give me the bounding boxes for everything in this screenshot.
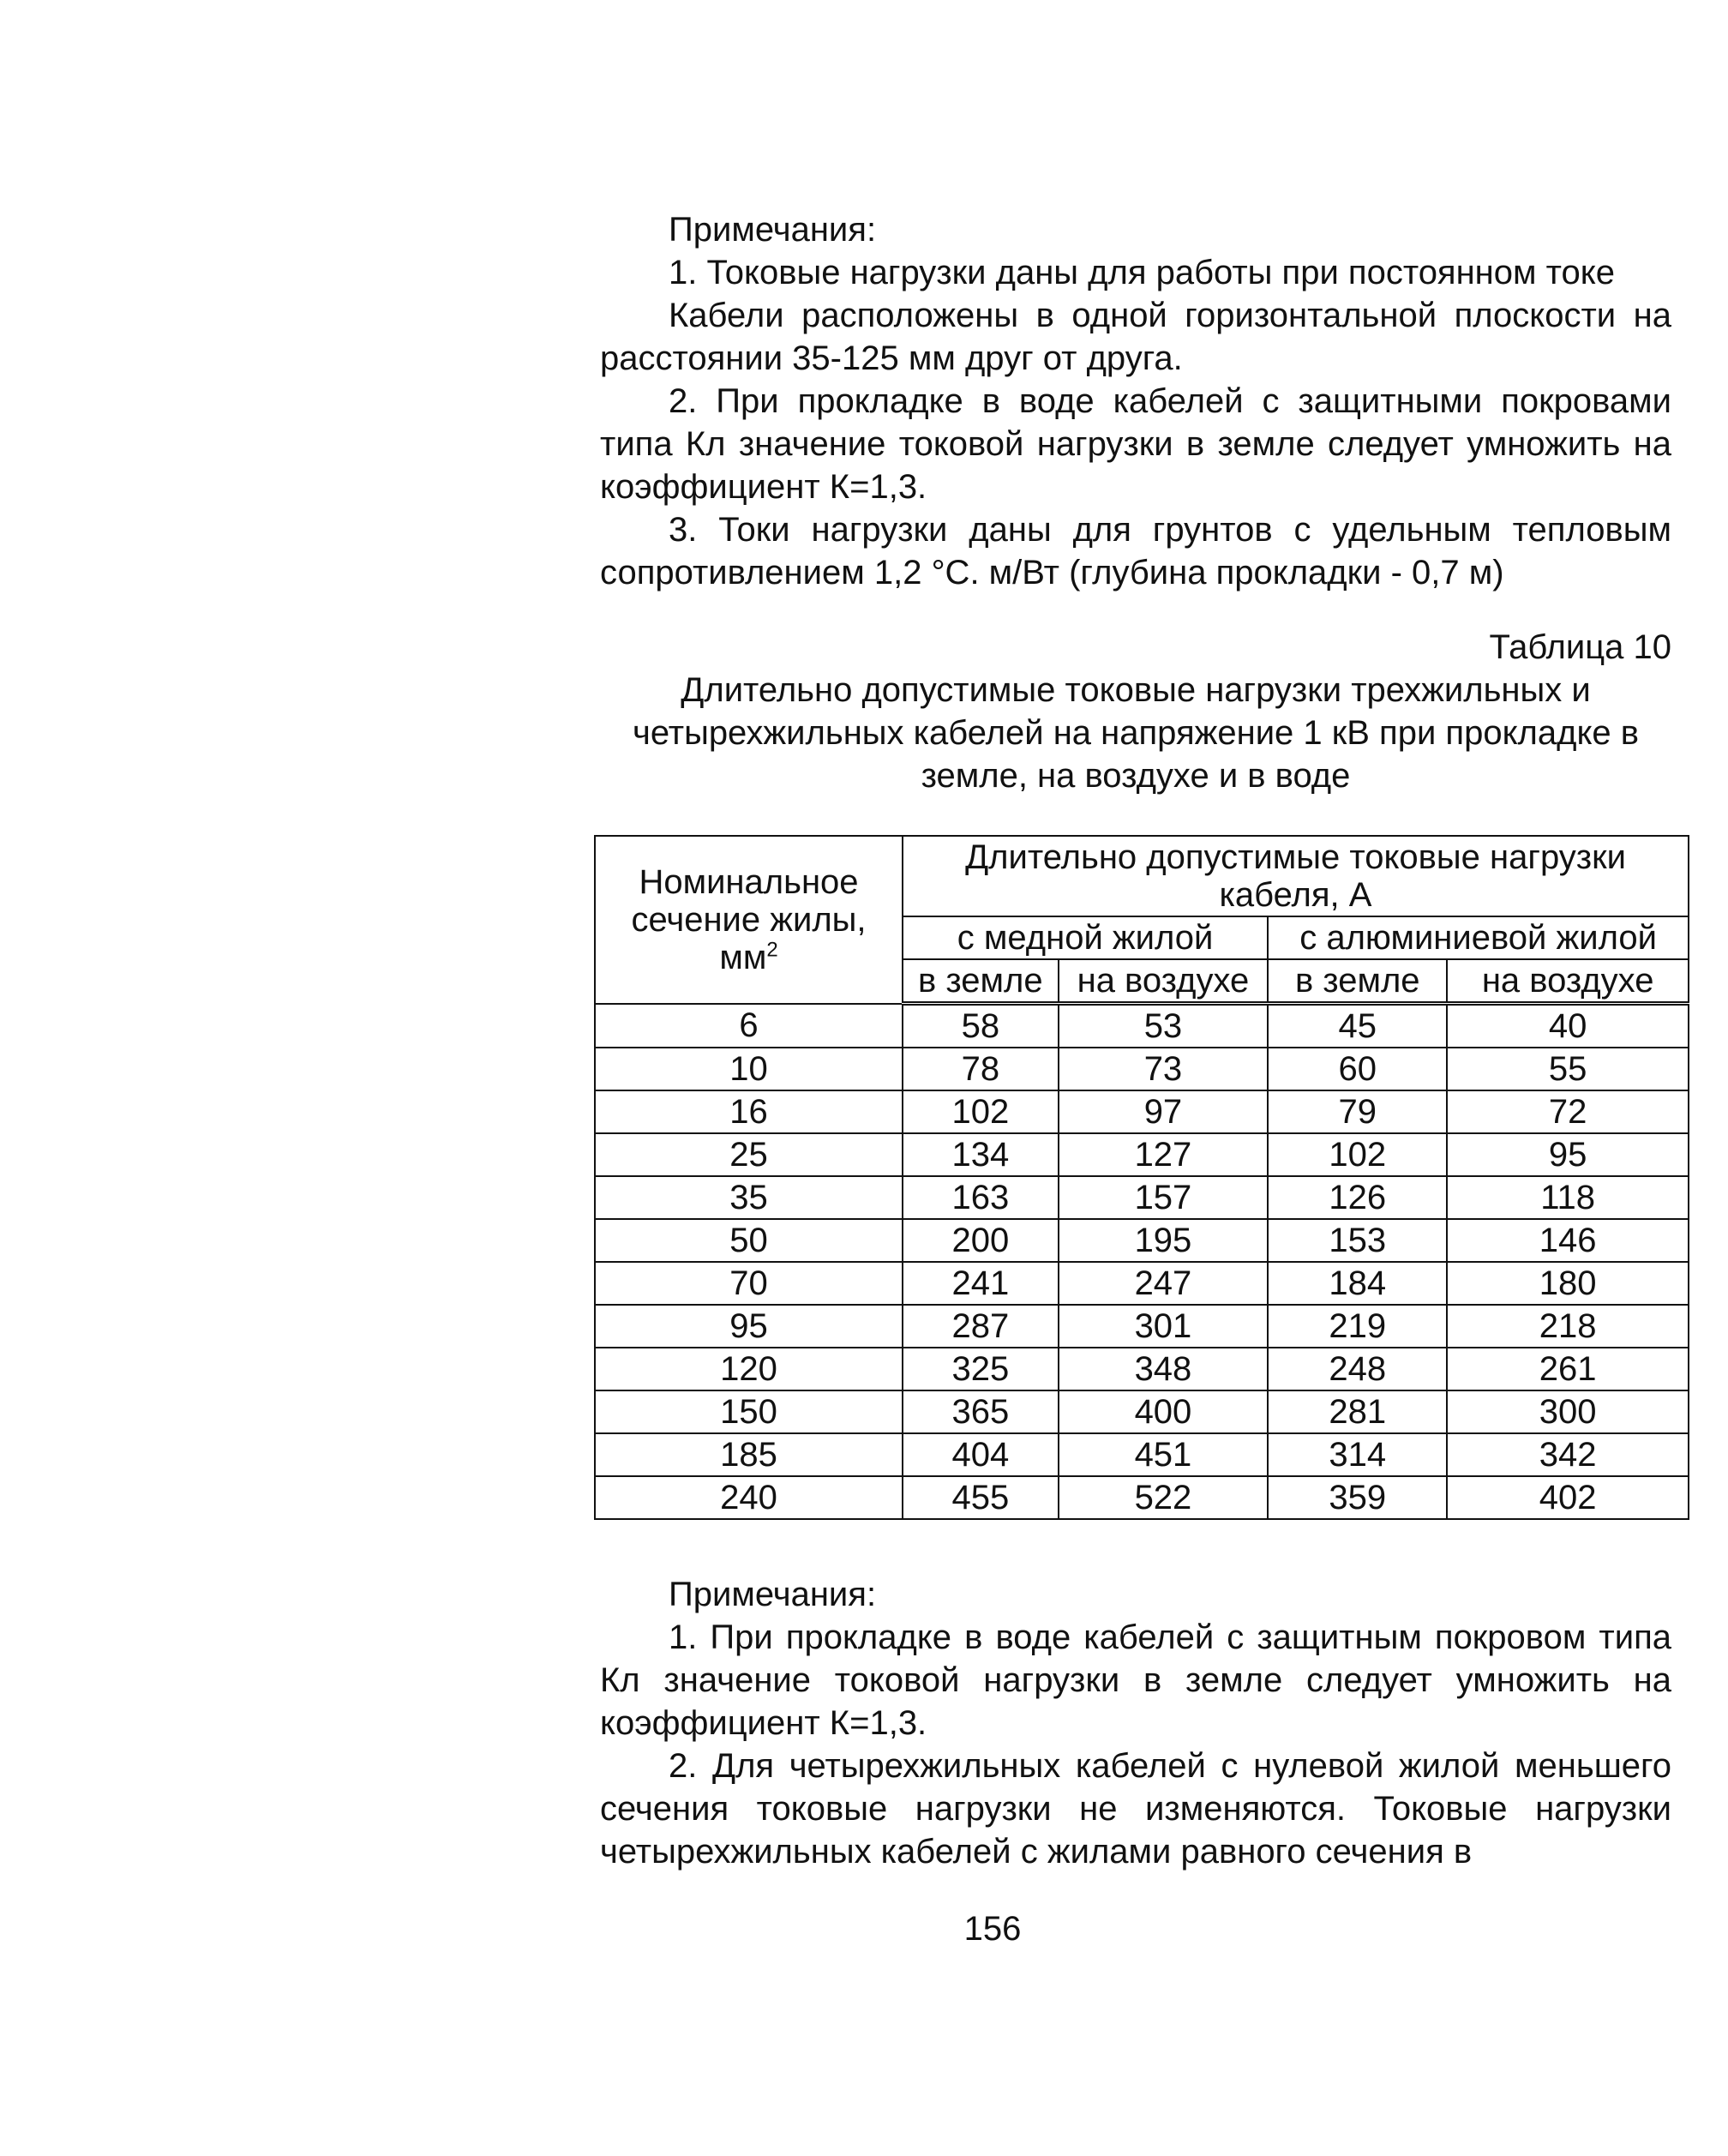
table-row xyxy=(595,1219,1689,1262)
cell-section: 50 xyxy=(595,1219,903,1262)
note-1-line-2: Кабели расположены в одной горизонтальной плоскости на расстоянии 35-125 мм друг от друга. xyxy=(600,297,1671,377)
table-row xyxy=(595,1133,1689,1176)
cell-al-air: 180 xyxy=(1447,1262,1689,1305)
cell-al-ground: 45 xyxy=(1268,1004,1447,1048)
cell-section: 70 xyxy=(595,1262,903,1305)
cell-al-ground: 184 xyxy=(1268,1262,1447,1305)
cell-cu-air: 301 xyxy=(1059,1305,1269,1348)
cell-al-ground: 281 xyxy=(1268,1390,1447,1433)
cell-al-ground: 219 xyxy=(1268,1305,1447,1348)
cell-al-air: 218 xyxy=(1447,1305,1689,1348)
table-number: Таблица 10 xyxy=(1489,628,1671,666)
notes-heading: Примечания: xyxy=(669,211,877,249)
cell-section: 185 xyxy=(595,1433,903,1476)
cell-section: 240 xyxy=(595,1476,903,1519)
cell-cu-air: 73 xyxy=(1059,1048,1269,1090)
cell-cu-air: 400 xyxy=(1059,1390,1269,1433)
current-load-table xyxy=(594,835,1689,1520)
note-bottom-1: 1. При прокладке в воде кабелей с защитным покровом типа Кл значение токовой нагрузки в земле следует умножить на коэффициент К=1,3. xyxy=(600,1619,1671,1742)
note-1-line-1: 1. Токовые нагрузки даны для работы при постоянном токе xyxy=(669,254,1615,291)
header-section-unit: мм xyxy=(719,938,767,976)
cell-cu-ground: 287 xyxy=(903,1305,1059,1348)
cell-al-ground: 314 xyxy=(1268,1433,1447,1476)
cell-section: 150 xyxy=(595,1390,903,1433)
cell-al-air: 118 xyxy=(1447,1176,1689,1219)
cell-cu-ground: 134 xyxy=(903,1133,1059,1176)
cell-al-ground: 153 xyxy=(1268,1219,1447,1262)
header-copper-ground: в земле xyxy=(903,959,1059,1004)
cell-al-air: 146 xyxy=(1447,1219,1689,1262)
cell-al-ground: 126 xyxy=(1268,1176,1447,1219)
cell-section: 95 xyxy=(595,1305,903,1348)
table-row xyxy=(595,1433,1689,1476)
table-row xyxy=(595,1090,1689,1133)
cell-section: 120 xyxy=(595,1348,903,1390)
notes-bottom xyxy=(600,1573,1671,1873)
cell-al-air: 55 xyxy=(1447,1048,1689,1090)
cell-cu-ground: 455 xyxy=(903,1476,1059,1519)
cell-al-ground: 79 xyxy=(1268,1090,1447,1133)
cell-al-air: 261 xyxy=(1447,1348,1689,1390)
notes-bottom-heading: Примечания: xyxy=(669,1576,877,1613)
cell-al-ground: 359 xyxy=(1268,1476,1447,1519)
header-load: Длительно допустимые токовые нагрузки кабеля, А xyxy=(903,836,1689,916)
cell-al-air: 300 xyxy=(1447,1390,1689,1433)
cell-cu-ground: 241 xyxy=(903,1262,1059,1305)
table-title: Длительно допустимые токовые нагрузки трехжильных и четырехжильных кабелей на напряжение 1 кВ при прокладке в земле, на воздухе и в воде xyxy=(632,671,1640,795)
cell-al-air: 95 xyxy=(1447,1133,1689,1176)
cell-cu-ground: 325 xyxy=(903,1348,1059,1390)
cell-cu-air: 157 xyxy=(1059,1176,1269,1219)
table-row xyxy=(595,1262,1689,1305)
note-bottom-2: 2. Для четырехжильных кабелей с нулевой жилой меньшего сечения токовые нагрузки не изменяются. Токовые нагрузки четырехжильных кабелей с жилами равного сечения в xyxy=(600,1747,1671,1871)
cell-al-ground: 102 xyxy=(1268,1133,1447,1176)
header-section xyxy=(595,836,903,1004)
cell-cu-ground: 200 xyxy=(903,1219,1059,1262)
cell-cu-air: 127 xyxy=(1059,1133,1269,1176)
cell-cu-air: 97 xyxy=(1059,1090,1269,1133)
header-aluminum: с алюминиевой жилой xyxy=(1268,916,1689,959)
header-aluminum-air: на воздухе xyxy=(1447,959,1689,1004)
table-row xyxy=(595,1048,1689,1090)
cell-cu-ground: 78 xyxy=(903,1048,1059,1090)
cell-cu-ground: 365 xyxy=(903,1390,1059,1433)
cell-section: 16 xyxy=(595,1090,903,1133)
cell-section: 25 xyxy=(595,1133,903,1176)
cell-al-air: 72 xyxy=(1447,1090,1689,1133)
cell-cu-ground: 163 xyxy=(903,1176,1059,1219)
cell-section: 6 xyxy=(595,1004,903,1048)
table-row xyxy=(595,1176,1689,1219)
page-number: 156 xyxy=(963,1910,1022,1948)
header-aluminum-ground: в земле xyxy=(1268,959,1447,1004)
cell-section: 35 xyxy=(595,1176,903,1219)
table-row xyxy=(595,1004,1689,1048)
cell-al-ground: 248 xyxy=(1268,1348,1447,1390)
table-row xyxy=(595,1305,1689,1348)
table-row xyxy=(595,1476,1689,1519)
cell-al-air: 402 xyxy=(1447,1476,1689,1519)
note-3: 3. Токи нагрузки даны для грунтов с удельным тепловым сопротивлением 1,2 °С. м/Вт (глубина прокладки - 0,7 м) xyxy=(600,511,1671,592)
header-copper: с медной жилой xyxy=(903,916,1268,959)
cell-al-air: 40 xyxy=(1447,1004,1689,1048)
table-row xyxy=(595,1348,1689,1390)
cell-al-ground: 60 xyxy=(1268,1048,1447,1090)
cell-cu-ground: 102 xyxy=(903,1090,1059,1133)
table-caption xyxy=(600,626,1671,797)
header-section-exponent: 2 xyxy=(766,938,778,962)
cell-cu-air: 348 xyxy=(1059,1348,1269,1390)
header-section-label: Номинальное сечение жилы, xyxy=(631,862,867,939)
table-row xyxy=(595,1390,1689,1433)
cell-cu-ground: 58 xyxy=(903,1004,1059,1048)
cell-section: 10 xyxy=(595,1048,903,1090)
cell-cu-air: 247 xyxy=(1059,1262,1269,1305)
cell-cu-air: 522 xyxy=(1059,1476,1269,1519)
notes-top xyxy=(600,208,1671,594)
cell-cu-air: 53 xyxy=(1059,1004,1269,1048)
note-2: 2. При прокладке в воде кабелей с защитными покровами типа Кл значение токовой нагрузки в земле следует умножить на коэффициент К=1,3. xyxy=(600,382,1671,506)
header-copper-air: на воздухе xyxy=(1059,959,1269,1004)
cell-cu-air: 451 xyxy=(1059,1433,1269,1476)
cell-cu-ground: 404 xyxy=(903,1433,1059,1476)
cell-al-air: 342 xyxy=(1447,1433,1689,1476)
cell-cu-air: 195 xyxy=(1059,1219,1269,1262)
